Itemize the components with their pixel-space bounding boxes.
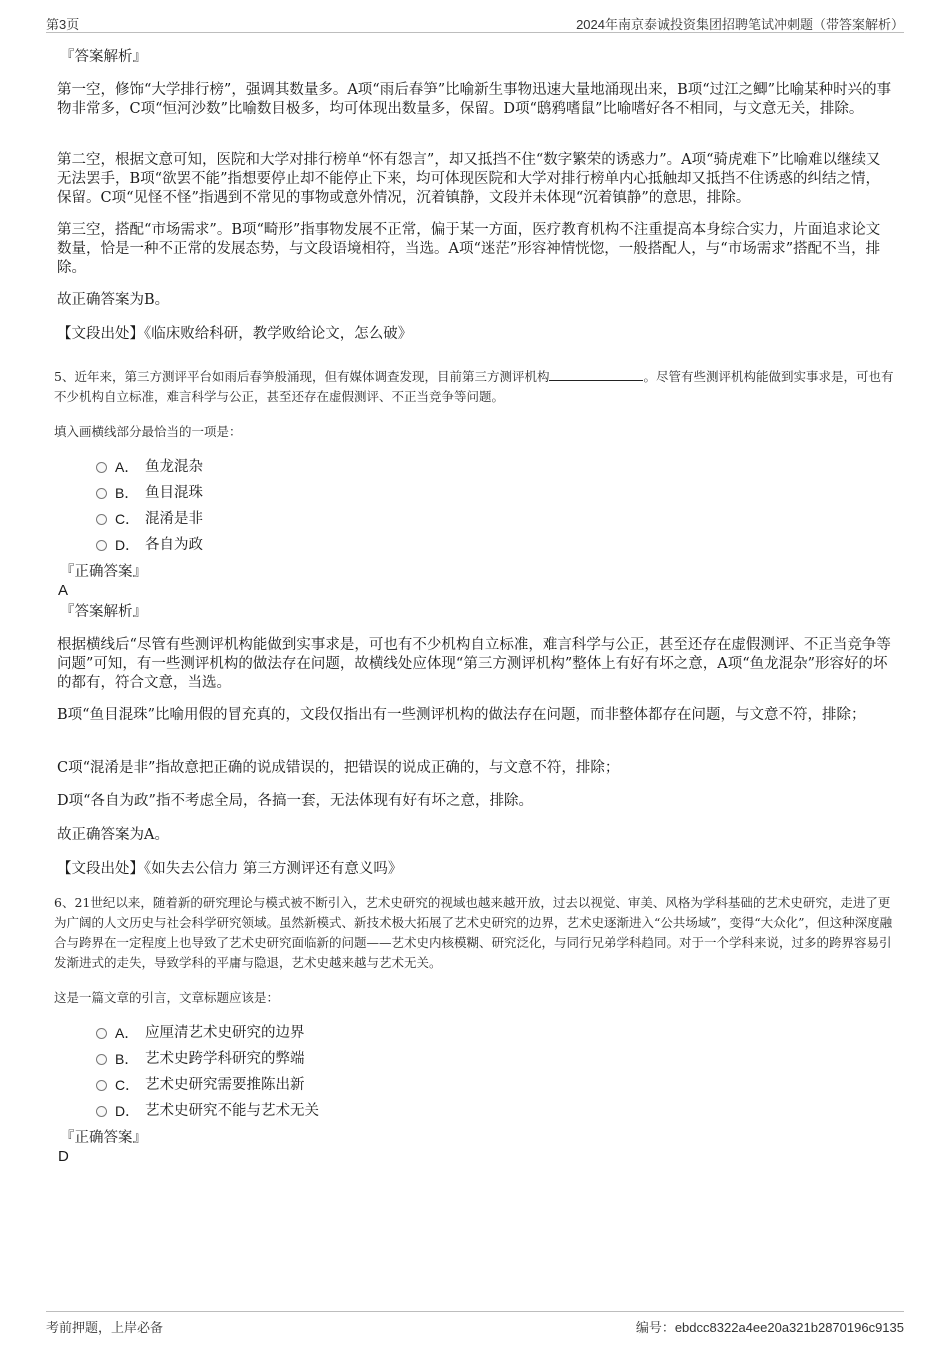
question-stem: 6、21世纪以来，随着新的研究理论与模式被不断引入，艺术史研究的视域也越来越开放，过去以视觉、审美、风格为学科基础的艺术史研究，走进了更为广阔的人文历史与社会科学研究领域。虽然新模式、新技术极大拓展了艺术史研究的边界，艺术史逐渐进入“公共场域”，变得“大众化”，但这种深度融合与跨界在一定程度上也导致了艺术史研究面临新的问题——艺术史内核模糊、研究泛化，与同行兄弟学科趋同。对于一个学科来说，过多的跨界容易引发渐进式的走失，导致学科的平庸与隐退，艺术史越来越与艺术无关。 — [54, 895, 893, 970]
question-stem — [54, 367, 896, 407]
conclusion: 故正确答案为A。 — [57, 827, 169, 843]
option-letter: D． — [115, 537, 140, 553]
document-code — [636, 1317, 904, 1336]
radio-button[interactable] — [96, 1080, 107, 1091]
footer-slogan: 考前押题，上岸必备 — [46, 1320, 164, 1335]
analysis-paragraph: 第二空，根据文意可知，医院和大学对排行榜单“怀有怨言”，却又抵挡不住“数字繁荣的诱惑力”。A项“骑虎难下”比喻难以继续又无法罢手，B项“欲罢不能”指想要停止却不能停止下来，均可体现医院和大学对排行榜单内心抵触却又抵挡不住诱惑的纠结之情，保留。C项“见怪不怪”指遇到不常见的事物或意外情况，沉着镇静，文段并未体现“沉着镇静”的意思，排除。 — [57, 152, 881, 206]
analysis-paragraph: B项“鱼目混珠”比喻用假的冒充真的，文段仅指出有一些测评机构的做法存在问题，而非整体都存在问题，与文意不符，排除； — [57, 707, 866, 723]
page-footer — [46, 1311, 904, 1338]
correct-answer-heading: 『正确答案』 — [60, 1130, 147, 1146]
option-letter: D． — [115, 1103, 140, 1119]
radio-button[interactable] — [96, 1106, 107, 1117]
radio-button[interactable] — [96, 488, 107, 499]
option-text: 艺术史跨学科研究的弊端 — [145, 1051, 305, 1067]
question-prompt: 填入画横线部分最恰当的一项是： — [54, 424, 242, 439]
page-number: 第3页 — [46, 17, 80, 32]
radio-button[interactable] — [96, 1054, 107, 1065]
question-prompt: 这是一篇文章的引言，文章标题应该是： — [54, 990, 280, 1005]
option-letter: A． — [115, 459, 139, 475]
option-letter: B． — [115, 485, 139, 501]
code-value: ebdcc8322a4ee20a321b2870196c9135 — [674, 1320, 904, 1335]
option-text: 混淆是非 — [145, 511, 203, 527]
analysis-paragraph: C项“混淆是非”指故意把正确的说成错误的，把错误的说成正确的，与文意不符，排除； — [57, 760, 620, 776]
correct-answer-heading: 『正确答案』 — [60, 564, 147, 580]
analysis-heading: 『答案解析』 — [60, 49, 147, 65]
option-letter: C． — [115, 1077, 140, 1093]
radio-button[interactable] — [96, 1028, 107, 1039]
stem-after-blank: 。尽管有些测评机构能做到实事求是，可也有不少机构自立标准，难言科学与公正，甚至还存在虚假测评、不正当竞争等问题。 — [54, 369, 894, 404]
analysis-paragraph: D项“各自为政”指不考虑全局，各搞一套，无法体现有好有坏之意，排除。 — [57, 793, 533, 809]
option-text: 鱼龙混杂 — [145, 459, 203, 475]
code-label: 编号： — [635, 1320, 675, 1335]
conclusion: 故正确答案为B。 — [57, 292, 170, 308]
stem-before-blank: 5、近年来，第三方测评平台如雨后春笋般涌现，但有媒体调查发现，目前第三方测评机构 — [54, 369, 550, 384]
option-text: 各自为政 — [145, 537, 203, 553]
analysis-paragraph: 第一空，修饰“大学排行榜”，强调其数量多。A项“雨后春笋”比喻新生事物迅速大量地涌现出来，B项“过江之鲫”比喻某种时兴的事物非常多，C项“恒河沙数”比喻数目极多，均可体现出数量多，保留。D项“鸱鸦嗜鼠”比喻嗜好各不相同，与文意无关，排除。 — [57, 82, 892, 117]
analysis-paragraph: 第三空，搭配“市场需求”。B项“畸形”指事物发展不正常，偏于某一方面，医疗教育机构不注重提高本身综合实力，片面追求论文数量，恰是一种不正常的发展态势，与文段语境相符，当选。A项“迷茫”形容神情恍惚，一般搭配人，与“市场需求”搭配不当，排除。 — [57, 222, 881, 276]
option-letter: A． — [115, 1025, 139, 1041]
correct-answer: A — [58, 582, 69, 599]
option-letter: B． — [115, 1051, 139, 1067]
option-text: 应厘清艺术史研究的边界 — [145, 1025, 305, 1041]
radio-button[interactable] — [96, 462, 107, 473]
option-text: 艺术史研究不能与艺术无关 — [145, 1103, 319, 1119]
document-title: 2024年南京泰诚投资集团招聘笔试冲刺题（带答案解析） — [576, 17, 904, 32]
page-header — [46, 12, 904, 33]
analysis-heading: 『答案解析』 — [60, 604, 147, 620]
source-note: 【文段出处】《临床败给科研，教学败给论文，怎么破》 — [57, 326, 413, 342]
option-text: 艺术史研究需要推陈出新 — [145, 1077, 305, 1093]
source-note: 【文段出处】《如失去公信力 第三方测评还有意义吗》 — [57, 861, 403, 877]
fill-blank — [549, 369, 643, 381]
analysis-paragraph: 根据横线后“尽管有些测评机构能做到实事求是，可也有不少机构自立标准，难言科学与公正，甚至还存在虚假测评、不正当竞争等问题”可知，有一些测评机构的做法存在问题，故横线处应体现“第三方测评机构”整体上有好有坏之意，A项“鱼龙混杂”形容好的坏的都有，符合文意，当选。 — [57, 637, 891, 691]
correct-answer: D — [58, 1148, 69, 1165]
option-letter: C． — [115, 511, 140, 527]
radio-button[interactable] — [96, 514, 107, 525]
radio-button[interactable] — [96, 540, 107, 551]
option-text: 鱼目混珠 — [145, 485, 203, 501]
